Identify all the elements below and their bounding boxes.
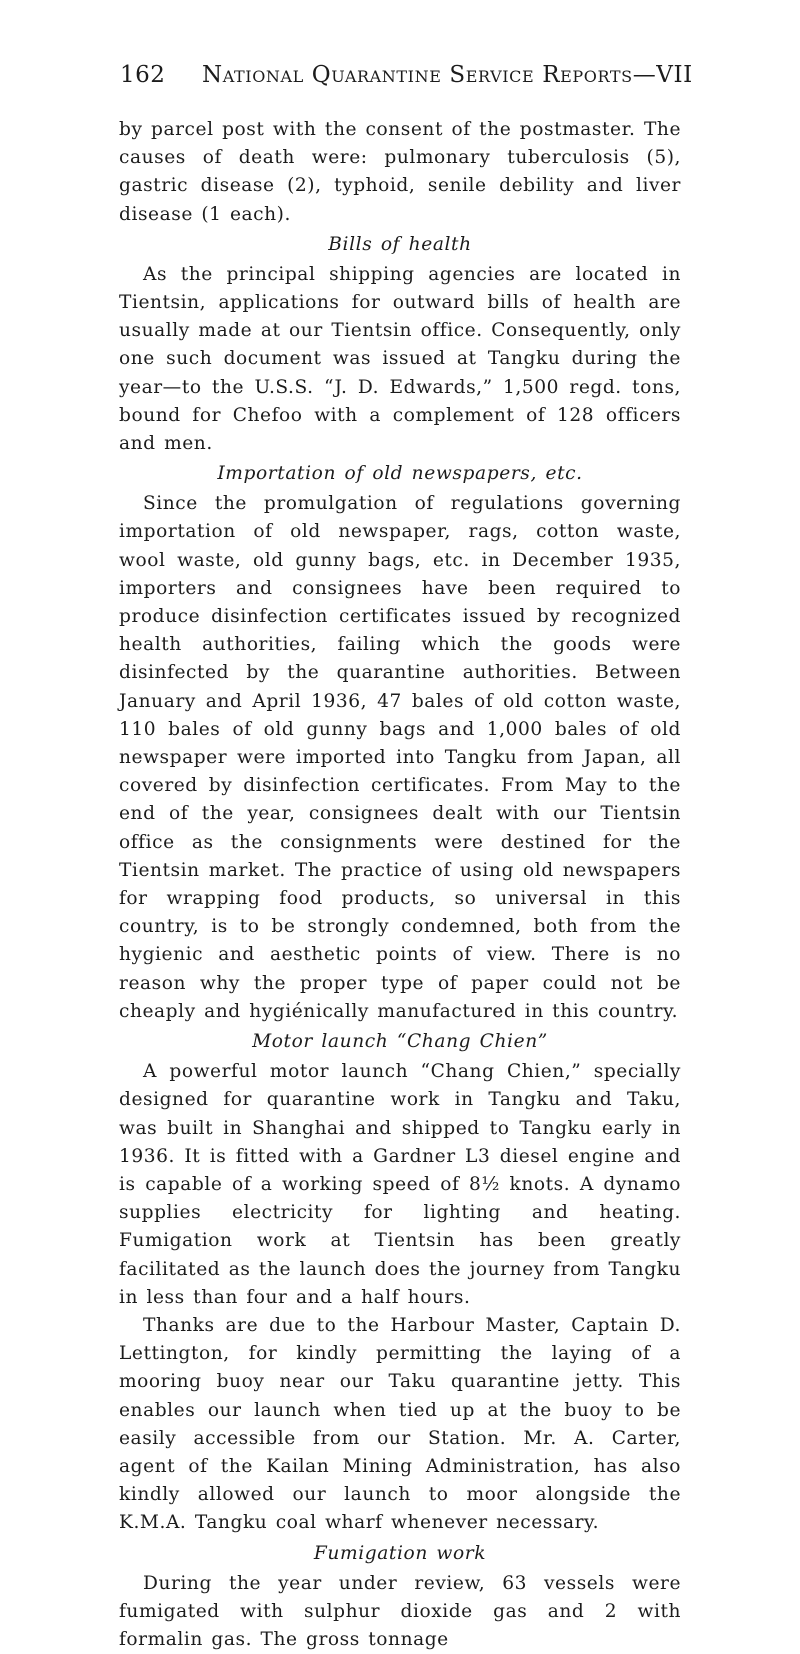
section-heading-importation: Importation of old newspapers, etc. xyxy=(217,463,583,485)
section-heading-bills-of-health: Bills of health xyxy=(328,233,472,255)
page-number: 162 xyxy=(120,62,166,88)
body-text xyxy=(119,116,681,1654)
paragraph-importation: Since the promulgation of regulations governing importation of old newspaper, rags, cotton waste, wool waste, old gunny bags, etc. in December 1935, importers and consignees have been required to produce disinfection certificates issued by recognized health authorities, failing which the goods were disinfected by the quarantine authorities. Between January and April 1936, 47 bales of old cotton waste, 110 bales of old gunny bags and 1,000 bales of old newspaper were imported into Tangku from Japan, all covered by disinfection certificates. From May to the end of the year, consignees dealt with our Tientsin office as the consignments were destined for the Tientsin market. The practice of using old newspapers for wrapping food products, so universal in this country, is to be strongly condemned, both from the hygienic and aesthetic points of view. There is no reason why the proper type of paper could not be cheaply and hygiénically manufactured in this country. xyxy=(119,493,681,1022)
section-heading-fumigation: Fumigation work xyxy=(313,1542,487,1564)
page-header xyxy=(0,62,800,98)
paragraph-continued: by parcel post with the consent of the postmaster. The causes of death were: pulmonary tuberculosis (5), gastric disease (2), typhoid, senile debility and liver disease (1 each). xyxy=(119,119,681,225)
paragraph-thanks: Thanks are due to the Harbour Master, Captain D. Lettington, for kindly permitting the laying of a mooring buoy near our Taku quarantine jetty. This enables our launch when tied up at the buoy to be easily accessible from our Station. Mr. A. Carter, agent of the Kailan Mining Administration, has also kindly allowed our launch to moor alongside the K.M.A. Tangku coal wharf whenever necessary. xyxy=(119,1314,681,1534)
paragraph-fumigation: During the year under review, 63 vessels were fumigated with sulphur dioxide gas and 2 with formalin gas. The gross tonnage xyxy=(119,1572,681,1650)
section-heading-motor-launch: Motor launch “Chang Chien” xyxy=(252,1031,548,1053)
paragraph-bills-of-health: As the principal shipping agencies are located in Tientsin, applications for outward bills of health are usually made at our Tientsin office. Consequently, only one such document was issued at Tangku during the year—to the U.S.S. “J. D. Edwards,” 1,500 regd. tons, bound for Chefoo with a complement of 128 officers and men. xyxy=(119,263,681,455)
running-title: National Quarantine Service Reports—VII xyxy=(202,62,693,88)
paragraph-motor-launch: A powerful motor launch “Chang Chien,” specially designed for quarantine work in Tangku and Taku, was built in Shanghai and shipped to Tangku early in 1936. It is fitted with a Gardner L3 diesel engine and is capable of a working speed of 8½ knots. A dynamo supplies electricity for lighting and heating. Fumigation work at Tientsin has been greatly facilitated as the launch does the journey from Tangku in less than four and a half hours. xyxy=(119,1061,681,1308)
